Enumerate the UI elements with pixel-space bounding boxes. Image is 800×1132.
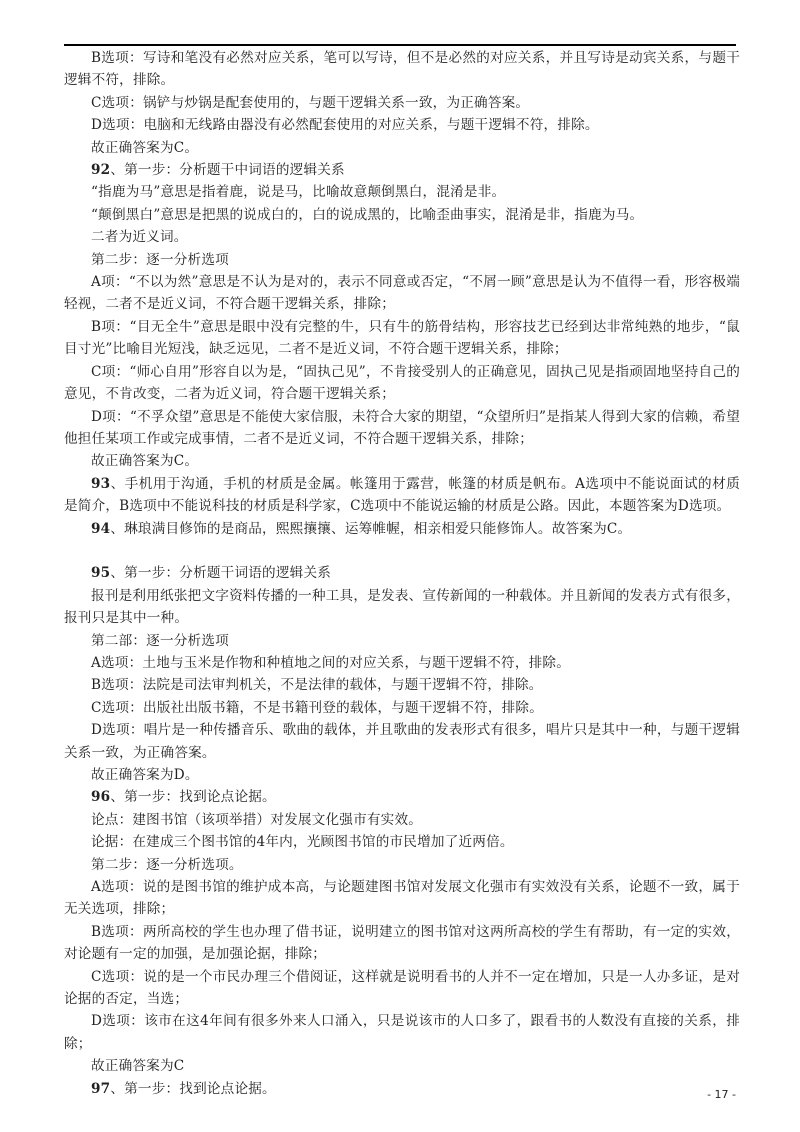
paragraph-text: D选项：该市在这4年间有很多外来人口涌入，只是说该市的人口多了，跟看书的人数没有直接的关系，排除； [64, 1013, 740, 1052]
paragraph [64, 809, 740, 831]
question-number: 96 [91, 789, 111, 806]
paragraph-text: 故正确答案为C。 [91, 139, 199, 156]
question-answer-92 [64, 159, 740, 181]
paragraph [64, 361, 740, 406]
question-answer-96 [64, 786, 740, 808]
paragraph-text: 第二步：逐一分析选项。 [91, 856, 243, 873]
paragraph-text: B选项：写诗和笔没有必然对应关系，笔可以写诗，但不是必然的对应关系，并且写诗是动宾关系，与题干逻辑不符，排除。 [64, 50, 740, 89]
question-number: 97 [91, 1080, 111, 1097]
paragraph [64, 764, 740, 786]
question-number: 92 [91, 162, 111, 179]
header-rule [64, 44, 736, 46]
paragraph [64, 1010, 740, 1055]
page-number: - 17 - [707, 1088, 736, 1101]
paragraph [64, 316, 740, 361]
paragraph-text: 、第一步：找到论点论据。 [110, 1080, 276, 1097]
paragraph-text: D选项：唱片是一种传播音乐、歌曲的载体，并且歌曲的发表形式有很多，唱片只是其中一种，与题干逻辑关系一致，为正确答案。 [64, 722, 740, 761]
paragraph [64, 249, 740, 271]
paragraph-text: 、手机用于沟通，手机的材质是金属。帐篷用于露营，帐篷的材质是帆布。A选项中不能说面试的材质是简介，B选项中不能说科技的材质是科学家，C选项中不能说运输的材质是公路。因此，本题答案为D选项。 [64, 475, 740, 515]
paragraph [64, 137, 740, 159]
paragraph-text: 故正确答案为D。 [91, 766, 199, 783]
paragraph-text: 故正确答案为C。 [91, 453, 199, 470]
paragraph [64, 630, 740, 652]
paragraph-text: 二者为近义词。 [91, 229, 188, 246]
paragraph [64, 652, 740, 674]
paragraph-text: 、第一步：找到论点论据。 [110, 789, 276, 806]
paragraph-text: C项：“师心自用”形容自以为是，“固执己见”，不肯接受别人的正确意见，固执己见是指顽固地坚持自己的意见，不肯改变，二者为近义词，符合题干逻辑关系； [64, 363, 740, 403]
paragraph-text: B选项：两所高校的学生也办理了借书证，说明建立的图书馆对这两所高校的学生有帮助，有一定的实效，对论题有一定的加强，是加强论据，排除； [64, 923, 740, 963]
paragraph-text: 第二步：逐一分析选项 [91, 251, 229, 268]
paragraph [64, 719, 740, 764]
question-answer-95 [64, 562, 740, 584]
question-number: 94 [91, 520, 111, 537]
document-body [64, 47, 740, 1100]
paragraph [64, 585, 740, 630]
question-answer-94 [64, 518, 740, 540]
paragraph-text: 故正确答案为C [91, 1058, 185, 1075]
paragraph-text: “颠倒黑白”意思是把黑的说成白的，白的说成黑的，比喻歪曲事实，混淆是非，指鹿为马。 [91, 206, 644, 223]
paragraph-text: C选项：说的是一个市民办理三个借阅证，这样就是说明看书的人并不一定在增加，只是一人办多证，是对论据的否定，当选； [64, 968, 740, 1008]
paragraph [64, 271, 740, 316]
question-number: 95 [91, 565, 111, 582]
paragraph [64, 181, 740, 203]
paragraph-text: A选项：说的是图书馆的维护成本高，与论题建图书馆对发展文化强市有实效没有关系，论题不一致，属于无关选项，排除； [64, 879, 740, 918]
paragraph-text: A选项：土地与玉米是作物和种植地之间的对应关系，与题干逻辑不符，排除。 [91, 654, 571, 671]
paragraph-text: D选项：电脑和无线路由器没有必然配套使用的对应关系，与题干逻辑不符，排除。 [91, 117, 599, 134]
paragraph [64, 831, 740, 853]
paragraph-text: 报刊是利用纸张把文字资料传播的一种工具，是发表、宣传新闻的一种载体。并且新闻的发表方式有很多，报刊只是其中一种。 [64, 587, 740, 627]
paragraph-text: C选项：锅铲与炒锅是配套使用的，与题干逻辑关系一致，为正确答案。 [91, 94, 530, 111]
paragraph-text: D项：“不孚众望”意思是不能使大家信服，未符合大家的期望，“众望所归”是指某人得到大家的信赖，希望他担任某项工作或完成事情，二者不是近义词，不符合题干逻辑关系，排除； [64, 408, 740, 447]
paragraph [64, 450, 740, 472]
paragraph [64, 1055, 740, 1077]
paragraph [64, 674, 740, 696]
paragraph-text: B项：“目无全牛”意思是眼中没有完整的牛，只有牛的筋骨结构，形容技艺已经到达非常纯熟的地步，“鼠目寸光”比喻目光短浅，缺乏远见，二者不是近义词，不符合题干逻辑关系，排除； [64, 318, 740, 358]
paragraph [64, 114, 740, 136]
question-answer-97 [64, 1078, 740, 1100]
paragraph [64, 854, 740, 876]
question-number: 93 [91, 475, 111, 492]
paragraph [64, 204, 740, 226]
paragraph [64, 876, 740, 921]
paragraph-text: B选项：法院是司法审判机关，不是法律的载体，与题干逻辑不符，排除。 [91, 677, 543, 694]
paragraph [64, 921, 740, 966]
paragraph [64, 966, 740, 1011]
paragraph-text: 、第一步：分析题干词语的逻辑关系 [110, 565, 332, 582]
paragraph-text: C选项：出版社出版书籍，不是书籍刊登的载体，与题干逻辑不符，排除。 [91, 699, 543, 716]
paragraph-text: 论据：在建成三个图书馆的4年内，光顾图书馆的市民增加了近两倍。 [91, 834, 514, 851]
paragraph-text: 论点：建图书馆（该项举措）对发展文化强市有实效。 [91, 811, 423, 828]
paragraph-text: 、第一步：分析题干中词语的逻辑关系 [110, 162, 345, 179]
paragraph [64, 697, 740, 719]
paragraph [64, 406, 740, 451]
paragraph-text: A项：“不以为然”意思是不认为是对的，表示不同意或否定，“不屑一顾”意思是认为不值得一看，形容极端轻视，二者不是近义词，不符合题干逻辑关系，排除； [64, 274, 740, 313]
paragraph-text: 第二部：逐一分析选项 [91, 632, 229, 649]
paragraph-text: “指鹿为马”意思是指着鹿，说是马，比喻故意颠倒黑白，混淆是非。 [91, 184, 506, 201]
paragraph [64, 92, 740, 114]
question-answer-93 [64, 473, 740, 518]
paragraph-text: 、琳琅满目修饰的是商品，熙熙攘攘、运筹帷幄，相亲相爱只能修饰人。故答案为C。 [110, 520, 632, 537]
paragraph [64, 226, 740, 248]
paragraph [64, 47, 740, 92]
